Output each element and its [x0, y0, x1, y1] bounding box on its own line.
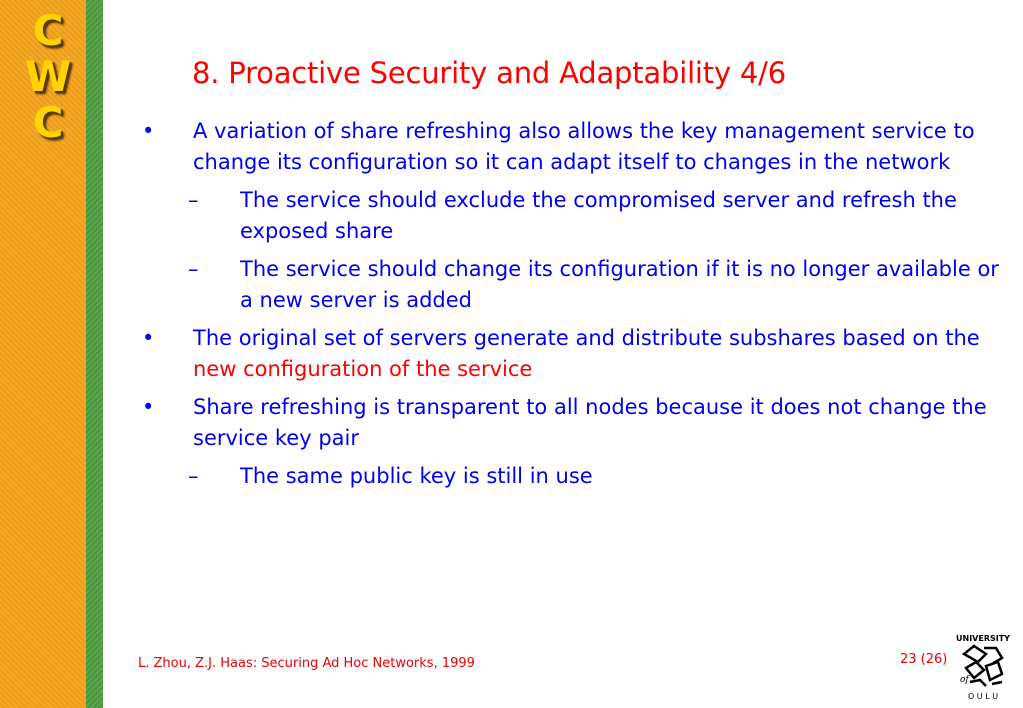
bullet-marker: •: [142, 395, 155, 419]
bullet-text: The original set of servers generate and distribute subshares based on the: [193, 326, 980, 350]
sub-bullet-item: [140, 254, 1000, 316]
dash-marker: –: [188, 464, 199, 488]
logo-university-text: UNIVERSITY: [956, 634, 1010, 643]
sub-bullet-text: The same public key is still in use: [240, 464, 593, 488]
slide-content: [140, 116, 1000, 499]
logo-letter-w: W: [24, 52, 72, 101]
logo-oulu-text: O U L U: [967, 692, 999, 701]
university-of-oulu-logo: [956, 632, 1010, 702]
logo-letter-c2: C: [32, 98, 64, 147]
bullet-marker: •: [142, 119, 155, 143]
cwc-logo: [18, 8, 78, 146]
sub-bullet-text: The service should change its configuration if it is no longer available or a new server is added: [240, 257, 999, 312]
logo-letter-c1: C: [32, 6, 64, 55]
footer-citation: L. Zhou, Z.J. Haas: Securing Ad Hoc Networks, 1999: [138, 656, 475, 671]
sidebar-green-band: [86, 0, 103, 708]
logo-of-text: of: [960, 675, 969, 685]
bullet-item: [140, 392, 1000, 454]
highlight-text: new configuration of the service: [193, 357, 533, 381]
page-number: 23 (26): [900, 652, 948, 667]
bullet-marker: •: [142, 326, 155, 350]
sub-bullet-item: [140, 461, 1000, 492]
dash-marker: –: [188, 188, 199, 212]
bullet-text: A variation of share refreshing also allows the key management service to change its configuration so it can adapt itself to changes in the network: [193, 119, 975, 174]
dash-marker: –: [188, 257, 199, 281]
sub-bullet-text: The service should exclude the compromised server and refresh the exposed share: [240, 188, 957, 243]
slide-title: 8. Proactive Security and Adaptability 4/6: [192, 56, 787, 90]
bullet-text: Share refreshing is transparent to all nodes because it does not change the service key pair: [193, 395, 987, 450]
bullet-item: [140, 116, 1000, 178]
sub-bullet-item: [140, 185, 1000, 247]
bullet-item: [140, 323, 1000, 385]
